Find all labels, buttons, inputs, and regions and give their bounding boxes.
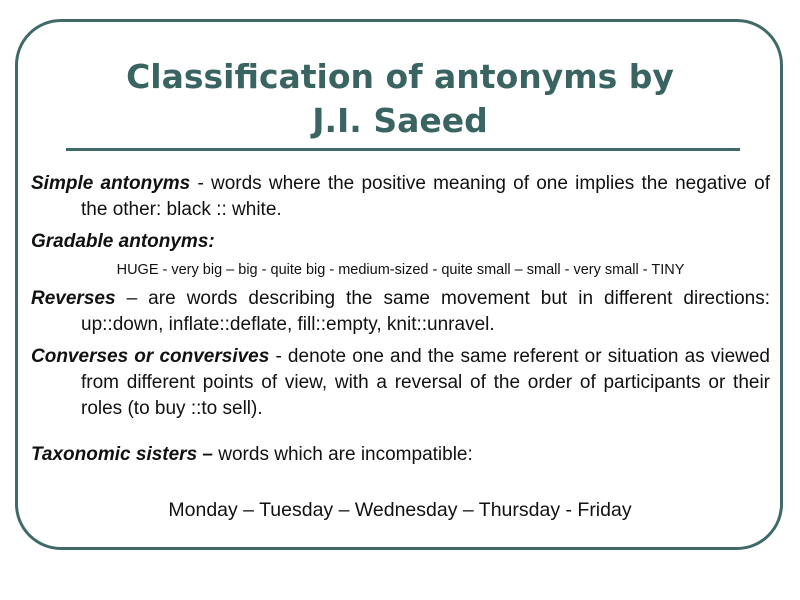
simple-antonyms-term: Simple antonyms [31,173,191,194]
taxonomic-sisters-item [31,442,770,468]
converses-definition: - denote one and the same referent or situation as viewed from different points of view, with a reversal of the order of participants or their roles (to buy ::to sell). [81,346,770,419]
reverses-item [31,286,770,338]
slide-title [40,55,760,143]
title-line-2: J.I. Saeed [312,101,488,140]
title-line-1: Classification of antonyms by [126,57,674,96]
reverses-term: Reverses [31,288,116,309]
gradable-scale-example: HUGE - very big – big - quite big - medium-sized - quite small – small - very small - TINY [116,262,685,278]
gradable-antonyms-term: Gradable antonyms: [31,231,215,252]
gradable-antonyms-item [31,229,770,255]
reverses-definition: – are words describing the same movement but in different directions: up::down, inflate::deflate, fill::empty, knit::unravel. [81,288,770,335]
taxonomic-sisters-term: Taxonomic sisters – [31,444,213,465]
slide-body [31,171,770,468]
converses-term: Converses or conversives [31,346,270,367]
title-underline [66,148,740,151]
taxonomic-sisters-definition: words which are incompatible: [212,444,473,465]
converses-item [31,344,770,422]
weekdays-example: Monday – Tuesday – Wednesday – Thursday - Friday [168,499,632,521]
simple-antonyms-item [31,171,770,223]
simple-antonyms-definition: - words where the positive meaning of one implies the negative of the other: black :: white. [81,173,770,220]
